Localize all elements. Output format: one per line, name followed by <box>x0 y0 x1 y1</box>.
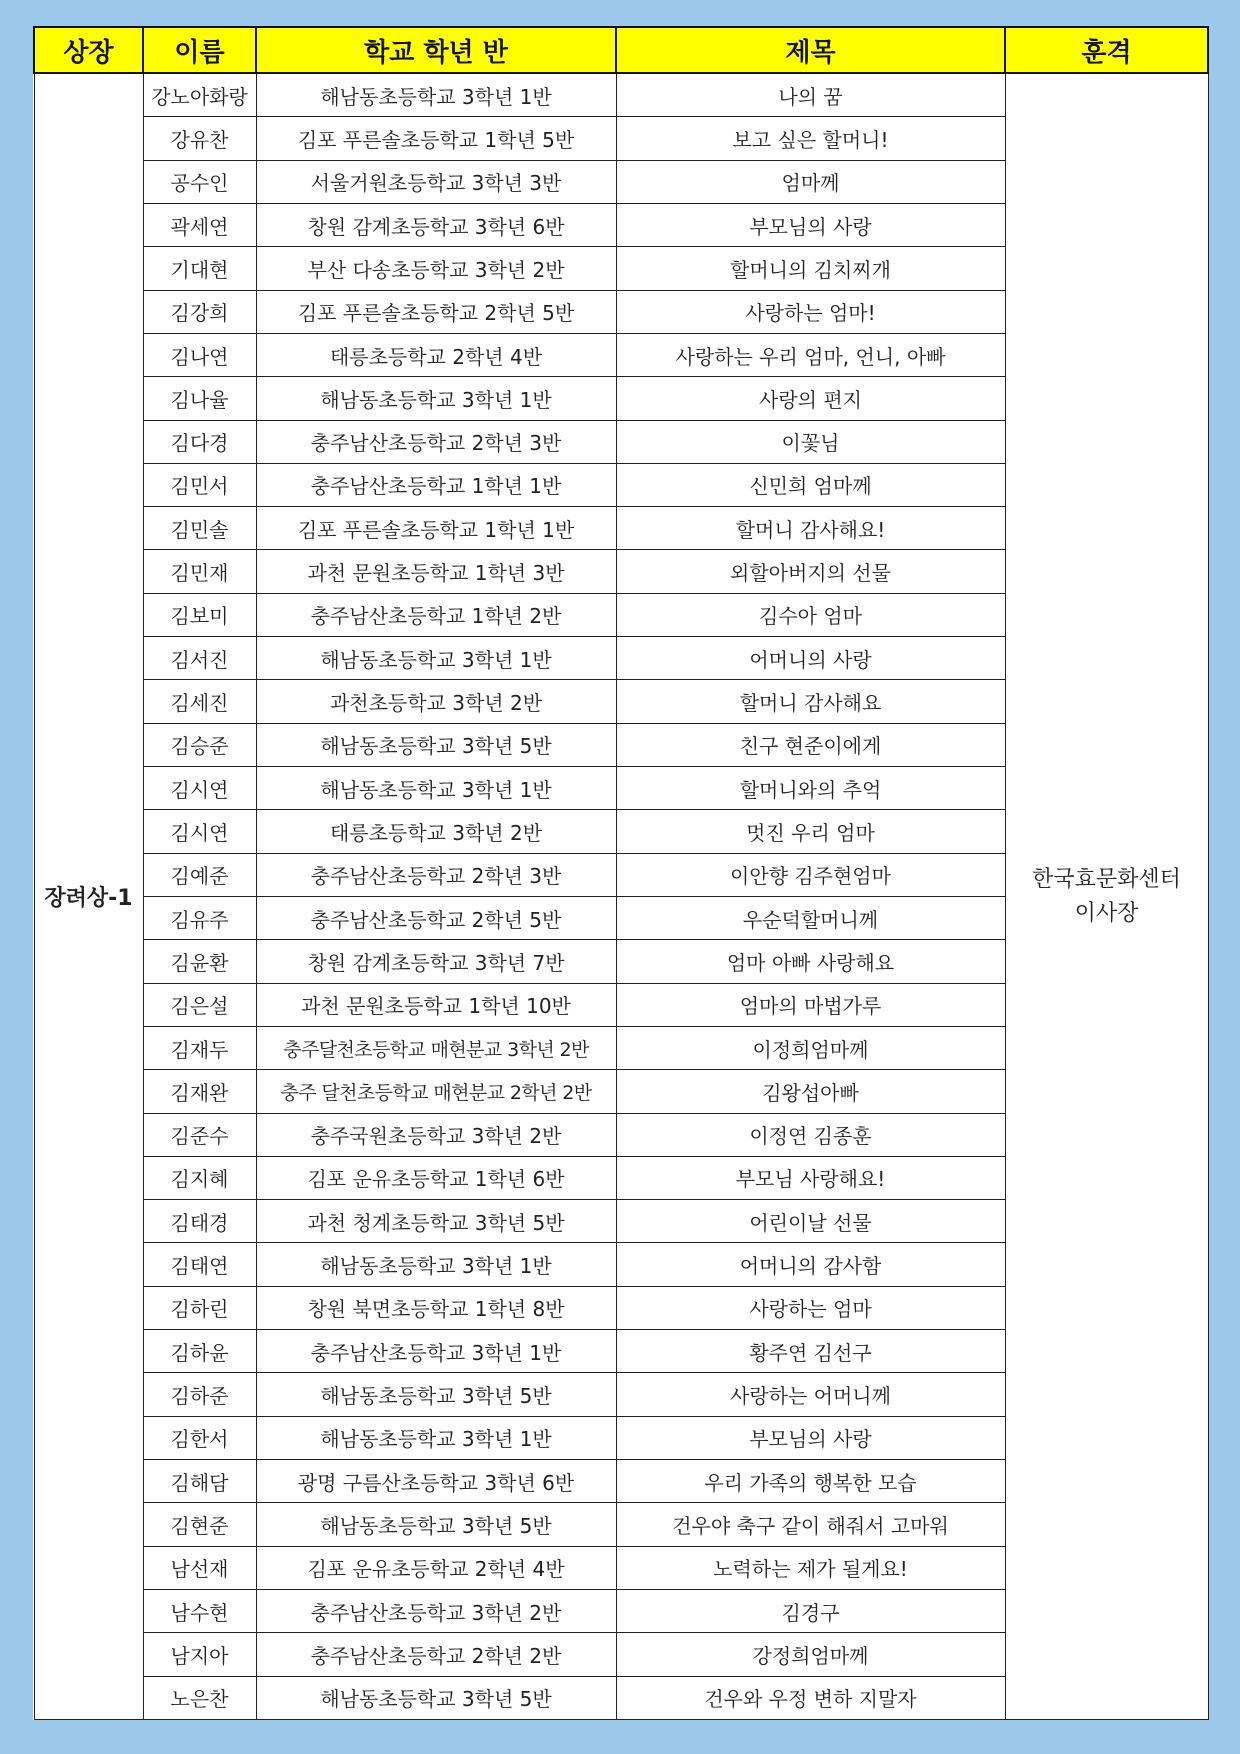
title-cell: 부모님 사랑해요! <box>616 1156 1005 1199</box>
school-cell: 충주남산초등학교 3학년 1반 <box>256 1330 616 1373</box>
name-cell: 김한서 <box>143 1416 256 1459</box>
table-row <box>34 73 1208 117</box>
org-line-2: 이사장 <box>1074 900 1139 926</box>
name-cell: 김재완 <box>143 1070 256 1113</box>
title-cell: 부모님의 사랑 <box>616 1416 1005 1459</box>
school-cell: 충주남산초등학교 3학년 2반 <box>256 1589 616 1632</box>
name-cell: 김승준 <box>143 723 256 766</box>
name-cell: 김민서 <box>143 463 256 506</box>
title-cell: 사랑하는 엄마! <box>616 290 1005 333</box>
awards-table <box>33 26 1209 1720</box>
school-cell: 창원 북면초등학교 1학년 8반 <box>256 1286 616 1329</box>
title-cell: 엄마께 <box>616 160 1005 203</box>
school-cell: 김포 푸른솔초등학교 1학년 5반 <box>256 117 616 160</box>
name-cell: 김다경 <box>143 420 256 463</box>
school-cell: 과천 문원초등학교 1학년 10반 <box>256 983 616 1026</box>
name-cell: 강노아화랑 <box>143 73 256 117</box>
title-cell: 건우야 축구 같이 해줘서 고마워 <box>616 1503 1005 1546</box>
name-cell: 김민솔 <box>143 507 256 550</box>
header-row <box>34 27 1208 73</box>
name-cell: 노은찬 <box>143 1676 256 1719</box>
name-cell: 김나율 <box>143 377 256 420</box>
school-cell: 태릉초등학교 3학년 2반 <box>256 810 616 853</box>
title-cell: 할머니의 김치찌개 <box>616 247 1005 290</box>
school-cell: 해남동초등학교 3학년 1반 <box>256 1243 616 1286</box>
school-cell: 창원 감계초등학교 3학년 6반 <box>256 203 616 246</box>
name-cell: 강유찬 <box>143 117 256 160</box>
title-cell: 강정희엄마께 <box>616 1633 1005 1676</box>
school-cell: 충주남산초등학교 2학년 5반 <box>256 896 616 939</box>
school-cell: 해남동초등학교 3학년 5반 <box>256 1503 616 1546</box>
name-cell: 김재두 <box>143 1026 256 1069</box>
school-cell: 충주남산초등학교 1학년 1반 <box>256 463 616 506</box>
title-cell: 나의 꿈 <box>616 73 1005 117</box>
title-cell: 멋진 우리 엄마 <box>616 810 1005 853</box>
name-cell: 김보미 <box>143 593 256 636</box>
title-cell: 할머니와의 추억 <box>616 767 1005 810</box>
school-cell: 창원 감계초등학교 3학년 7반 <box>256 940 616 983</box>
school-cell: 충주 달천초등학교 매현분교 2학년 2반 <box>256 1070 616 1113</box>
school-cell: 김포 운유초등학교 1학년 6반 <box>256 1156 616 1199</box>
title-cell: 이안향 김주현엄마 <box>616 853 1005 896</box>
title-cell: 할머니 감사해요! <box>616 507 1005 550</box>
school-cell: 과천 청계초등학교 3학년 5반 <box>256 1200 616 1243</box>
title-cell: 외할아버지의 선물 <box>616 550 1005 593</box>
title-cell: 노력하는 제가 될게요! <box>616 1546 1005 1589</box>
name-cell: 남선재 <box>143 1546 256 1589</box>
name-cell: 김현준 <box>143 1503 256 1546</box>
name-cell: 김하윤 <box>143 1330 256 1373</box>
org-cell <box>1005 73 1208 1720</box>
header-title: 제목 <box>616 27 1005 73</box>
header-school: 학교 학년 반 <box>256 27 616 73</box>
name-cell: 김태연 <box>143 1243 256 1286</box>
school-cell: 충주남산초등학교 2학년 3반 <box>256 853 616 896</box>
name-cell: 김강희 <box>143 290 256 333</box>
title-cell: 어머니의 감사함 <box>616 1243 1005 1286</box>
title-cell: 사랑의 편지 <box>616 377 1005 420</box>
header-award: 상장 <box>34 27 143 73</box>
school-cell: 해남동초등학교 3학년 1반 <box>256 73 616 117</box>
school-cell: 광명 구름산초등학교 3학년 6반 <box>256 1460 616 1503</box>
title-cell: 신민희 엄마께 <box>616 463 1005 506</box>
school-cell: 해남동초등학교 3학년 1반 <box>256 637 616 680</box>
title-cell: 김경구 <box>616 1589 1005 1632</box>
name-cell: 김하린 <box>143 1286 256 1329</box>
school-cell: 충주국원초등학교 3학년 2반 <box>256 1113 616 1156</box>
name-cell: 곽세연 <box>143 203 256 246</box>
name-cell: 남수현 <box>143 1589 256 1632</box>
table-header <box>34 27 1208 73</box>
title-cell: 이정희엄마께 <box>616 1026 1005 1069</box>
name-cell: 김시연 <box>143 810 256 853</box>
title-cell: 어린이날 선물 <box>616 1200 1005 1243</box>
title-cell: 엄마 아빠 사랑해요 <box>616 940 1005 983</box>
org-line-1: 한국효문화센터 <box>1032 866 1181 892</box>
school-cell: 김포 운유초등학교 2학년 4반 <box>256 1546 616 1589</box>
name-cell: 남지아 <box>143 1633 256 1676</box>
name-cell: 김예준 <box>143 853 256 896</box>
award-cell: 장려상-1 <box>34 73 143 1720</box>
title-cell: 김왕섭아빠 <box>616 1070 1005 1113</box>
name-cell: 김시연 <box>143 767 256 810</box>
name-cell: 김지혜 <box>143 1156 256 1199</box>
school-cell: 부산 다송초등학교 3학년 2반 <box>256 247 616 290</box>
title-cell: 어머니의 사랑 <box>616 637 1005 680</box>
school-cell: 서울거원초등학교 3학년 3반 <box>256 160 616 203</box>
school-cell: 태릉초등학교 2학년 4반 <box>256 333 616 376</box>
name-cell: 김은설 <box>143 983 256 1026</box>
school-cell: 김포 푸른솔초등학교 1학년 1반 <box>256 507 616 550</box>
title-cell: 건우와 우정 변하 지말자 <box>616 1676 1005 1719</box>
school-cell: 해남동초등학교 3학년 1반 <box>256 767 616 810</box>
name-cell: 김윤환 <box>143 940 256 983</box>
header-name: 이름 <box>143 27 256 73</box>
name-cell: 김유주 <box>143 896 256 939</box>
school-cell: 해남동초등학교 3학년 1반 <box>256 1416 616 1459</box>
name-cell: 기대현 <box>143 247 256 290</box>
title-cell: 사랑하는 엄마 <box>616 1286 1005 1329</box>
name-cell: 김태경 <box>143 1200 256 1243</box>
title-cell: 친구 현준이에게 <box>616 723 1005 766</box>
title-cell: 김수아 엄마 <box>616 593 1005 636</box>
name-cell: 김하준 <box>143 1373 256 1416</box>
school-cell: 충주남산초등학교 2학년 2반 <box>256 1633 616 1676</box>
school-cell: 해남동초등학교 3학년 5반 <box>256 1676 616 1719</box>
name-cell: 김서진 <box>143 637 256 680</box>
school-cell: 충주달천초등학교 매현분교 3학년 2반 <box>256 1026 616 1069</box>
title-cell: 우리 가족의 행복한 모습 <box>616 1460 1005 1503</box>
name-cell: 김세진 <box>143 680 256 723</box>
title-cell: 황주연 김선구 <box>616 1330 1005 1373</box>
title-cell: 사랑하는 어머니께 <box>616 1373 1005 1416</box>
school-cell: 충주남산초등학교 1학년 2반 <box>256 593 616 636</box>
title-cell: 이꽃님 <box>616 420 1005 463</box>
title-cell: 부모님의 사랑 <box>616 203 1005 246</box>
name-cell: 김해담 <box>143 1460 256 1503</box>
title-cell: 사랑하는 우리 엄마, 언니, 아빠 <box>616 333 1005 376</box>
title-cell: 우순덕할머니께 <box>616 896 1005 939</box>
school-cell: 과천 문원초등학교 1학년 3반 <box>256 550 616 593</box>
table-body <box>34 73 1208 1720</box>
title-cell: 보고 싶은 할머니! <box>616 117 1005 160</box>
school-cell: 과천초등학교 3학년 2반 <box>256 680 616 723</box>
name-cell: 김나연 <box>143 333 256 376</box>
school-cell: 김포 푸른솔초등학교 2학년 5반 <box>256 290 616 333</box>
name-cell: 김준수 <box>143 1113 256 1156</box>
title-cell: 엄마의 마법가루 <box>616 983 1005 1026</box>
title-cell: 할머니 감사해요 <box>616 680 1005 723</box>
school-cell: 해남동초등학교 3학년 1반 <box>256 377 616 420</box>
name-cell: 공수인 <box>143 160 256 203</box>
title-cell: 이정연 김종훈 <box>616 1113 1005 1156</box>
school-cell: 충주남산초등학교 2학년 3반 <box>256 420 616 463</box>
school-cell: 해남동초등학교 3학년 5반 <box>256 1373 616 1416</box>
header-org: 훈격 <box>1005 27 1208 73</box>
school-cell: 해남동초등학교 3학년 5반 <box>256 723 616 766</box>
name-cell: 김민재 <box>143 550 256 593</box>
